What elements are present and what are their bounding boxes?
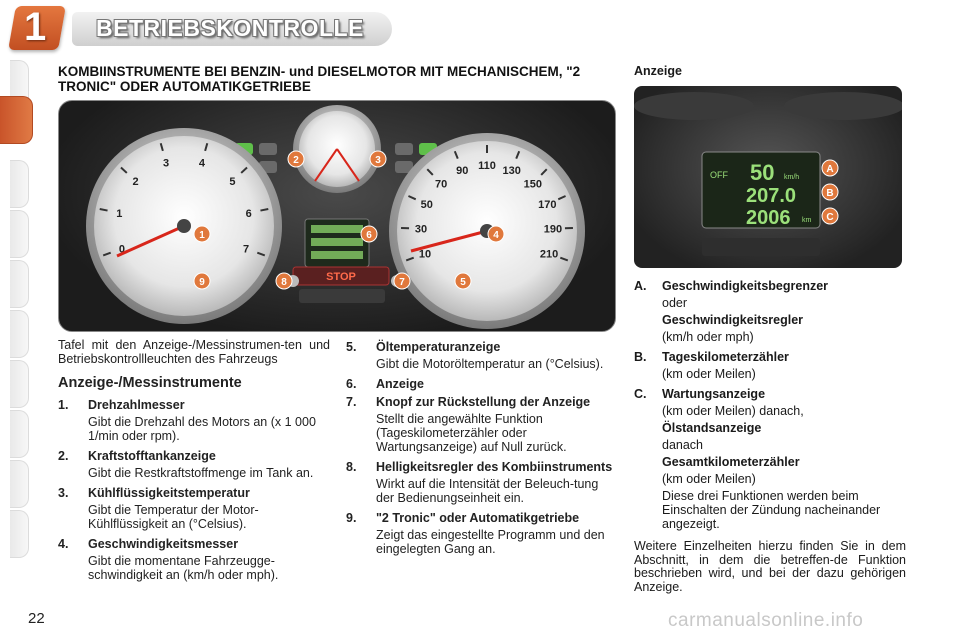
instrument-cluster-image	[58, 100, 616, 332]
item-number: 6.	[346, 377, 357, 391]
stop-warning-text: STOP	[326, 271, 356, 283]
speed-tick-label: 130	[502, 164, 521, 177]
item-title: Geschwindigkeitsmesser	[88, 537, 239, 551]
speed-tick-label: 70	[435, 178, 448, 191]
item-description: Gibt die Temperatur der Motor-Kühlflüssigkeit an (°Celsius).	[88, 503, 259, 531]
badge-a: A	[826, 164, 834, 175]
display-unit-c: km	[802, 217, 812, 224]
anzeige-entry-line: (km oder Meilen)	[662, 367, 756, 381]
chapter-tab[interactable]	[10, 460, 29, 508]
item-title: Kraftstofftankanzeige	[88, 449, 216, 463]
section-heading: KOMBIINSTRUMENTE BEI BENZIN- und DIESELMOTOR MIT MECHANISCHEM, "2 TRONIC" ODER AUTOMATIKGETRIEBE	[58, 64, 581, 94]
tach-tick-label: 0	[118, 243, 126, 256]
intro-text: Tafel mit den Anzeige-/Messinstrumen-ten und Betriebskontrollleuchten des Fahrzeugs	[58, 338, 330, 366]
tach-tick-label: 7	[242, 243, 250, 256]
instrument-item	[58, 537, 330, 582]
display-line-c: 2006	[746, 207, 791, 229]
display-image	[634, 86, 902, 268]
chapter-tabs	[0, 60, 30, 570]
callout-number: 5	[460, 277, 466, 288]
speed-tick-label: 170	[538, 199, 557, 212]
callout-number: 3	[375, 155, 381, 166]
speed-tick-label: 150	[523, 178, 543, 191]
entry-label: Tageskilometerzähler	[662, 350, 789, 364]
item-description: Gibt die Restkraftstoffmenge im Tank an.	[88, 466, 314, 480]
callout-number: 7	[399, 277, 405, 288]
display-illustration	[634, 86, 902, 268]
tach-tick-label: 4	[198, 157, 205, 170]
items-list-right	[346, 340, 618, 556]
instrument-item	[346, 511, 618, 556]
item-title: Anzeige	[376, 377, 424, 391]
item-title: Kühlflüssigkeitstemperatur	[88, 486, 250, 500]
item-title: Helligkeitsregler des Kombiinstruments	[376, 460, 613, 474]
instruments-heading: Anzeige-/Messinstrumente	[58, 375, 242, 391]
chapter-tab-active[interactable]	[0, 96, 33, 144]
chapter-tab[interactable]	[10, 360, 29, 408]
instrument-item	[58, 449, 330, 480]
anzeige-entry-line: Gesamtkilometerzähler	[662, 455, 800, 469]
chapter-tab[interactable]	[10, 510, 29, 558]
item-number: 5.	[346, 340, 357, 354]
item-title: Öltemperaturanzeige	[376, 340, 501, 354]
anzeige-entry-line: Geschwindigkeitsregler	[662, 313, 804, 327]
item-title: Knopf zur Rückstellung der Anzeige	[376, 395, 591, 409]
speedometer	[389, 133, 585, 329]
entry-key: C.	[634, 387, 647, 401]
badge-c: C	[826, 212, 834, 223]
item-description: Gibt die Motoröltemperatur an (°Celsius).	[376, 357, 604, 371]
instrument-item	[346, 460, 618, 505]
speed-tick-label: 10	[418, 248, 432, 261]
anzeige-entry-line: Diese drei Funktionen werden beim Einschalten der Zündung nacheinander angezeigt.	[662, 489, 881, 531]
entry-key: A.	[634, 279, 647, 293]
anzeige-entry-line: oder	[662, 296, 688, 310]
item-number: 9.	[346, 511, 357, 525]
instrument-item	[346, 340, 618, 371]
light-icon	[395, 143, 413, 155]
item-description: Stellt die angewählte Funktion (Tageskilometerzähler oder Wartungsanzeige) auf Null zurück.	[376, 412, 567, 454]
tach-tick-label: 6	[245, 207, 252, 220]
anzeige-entry-line: (km oder Meilen)	[662, 472, 756, 486]
middle-column	[346, 340, 618, 562]
anzeige-entry-head	[634, 279, 906, 293]
anzeige-entry-line: Ölstandsanzeige	[662, 421, 762, 435]
items-list-left	[58, 398, 330, 582]
item-description: Zeigt das eingestellte Programm und den eingelegten Gang an.	[376, 528, 605, 556]
callout-number: 1	[199, 230, 205, 241]
item-description: Gibt die momentane Fahrzeugge-schwindigkeit an (km/h oder mph).	[88, 554, 279, 582]
anzeige-entry-line: danach	[662, 438, 704, 452]
item-number: 3.	[58, 486, 69, 500]
page-title: BETRIEBSKONTROLLE	[96, 15, 364, 41]
item-number: 4.	[58, 537, 69, 551]
callout-number: 9	[199, 277, 205, 288]
tach-tick-label: 5	[229, 176, 236, 189]
entry-label: Geschwindigkeitsbegrenzer	[662, 279, 829, 293]
page-header	[0, 0, 960, 52]
entry-label: Wartungsanzeige	[662, 387, 766, 401]
light-icon	[259, 143, 277, 155]
note-text: Weitere Einzelheiten hierzu finden Sie in dem Abschnitt, in dem die betreffen-de Funktion beschrieben wird, und bei der dazu gehörigen Anzeige.	[634, 539, 906, 594]
fuel-temp-gauges	[293, 105, 381, 193]
speed-tick-label: 190	[543, 223, 563, 236]
instrument-item	[58, 486, 330, 531]
display-off: OFF	[710, 170, 728, 180]
item-title: Drehzahlmesser	[88, 398, 185, 412]
badge-b: B	[826, 188, 834, 199]
display-line-a: 50	[750, 160, 775, 185]
left-column	[58, 338, 330, 588]
spacer	[634, 534, 906, 537]
speed-tick-label: 110	[478, 160, 496, 172]
anzeige-entry-head	[634, 387, 906, 401]
item-number: 8.	[346, 460, 357, 474]
tach-tick-label: 2	[132, 176, 139, 189]
item-title: "2 Tronic" oder Automatikgetriebe	[376, 511, 580, 525]
chapter-tab[interactable]	[10, 410, 29, 458]
page-number: 22	[28, 610, 45, 627]
callout-number: 6	[366, 230, 372, 241]
callout-number: 4	[493, 230, 499, 241]
chapter-tab[interactable]	[10, 310, 29, 358]
chapter-number: 1	[24, 5, 47, 49]
cluster-illustration	[59, 101, 615, 331]
instrument-item	[346, 395, 618, 454]
item-number: 2.	[58, 449, 69, 463]
item-number: 7.	[346, 395, 357, 409]
chapter-tab[interactable]	[10, 210, 29, 258]
tachometer	[86, 128, 282, 324]
display-line-b: 207.0	[746, 185, 797, 207]
callout-number: 8	[281, 277, 287, 288]
instrument-item	[346, 377, 618, 391]
watermark: carmanualsonline.info	[668, 610, 864, 631]
callout-number: 2	[293, 155, 299, 166]
entry-key: B.	[634, 350, 647, 364]
speed-tick-label: 50	[420, 199, 433, 212]
chapter-tab[interactable]	[10, 160, 29, 208]
anzeige-entries	[634, 279, 906, 537]
anzeige-label: Anzeige	[634, 64, 682, 78]
anzeige-entry-line: (km/h oder mph)	[662, 330, 754, 344]
display-unit-a: km/h	[784, 174, 800, 181]
speed-tick-label: 210	[539, 248, 559, 261]
item-number: 1.	[58, 398, 69, 412]
instrument-item	[58, 398, 330, 443]
tach-tick-label: 1	[116, 207, 123, 220]
speed-tick-label: 90	[456, 164, 469, 177]
anzeige-entry-line: (km oder Meilen) danach,	[662, 404, 804, 418]
chapter-tab[interactable]	[10, 260, 29, 308]
tach-tick-label: 3	[163, 157, 170, 170]
item-description: Gibt die Drehzahl des Motors an (x 1 000 1/min oder rpm).	[88, 415, 316, 443]
speed-tick-label: 30	[414, 223, 428, 236]
anzeige-entry-head	[634, 350, 906, 364]
item-description: Wirkt auf die Intensität der Beleuch-tung der Bedienungseinheit ein.	[376, 477, 599, 505]
